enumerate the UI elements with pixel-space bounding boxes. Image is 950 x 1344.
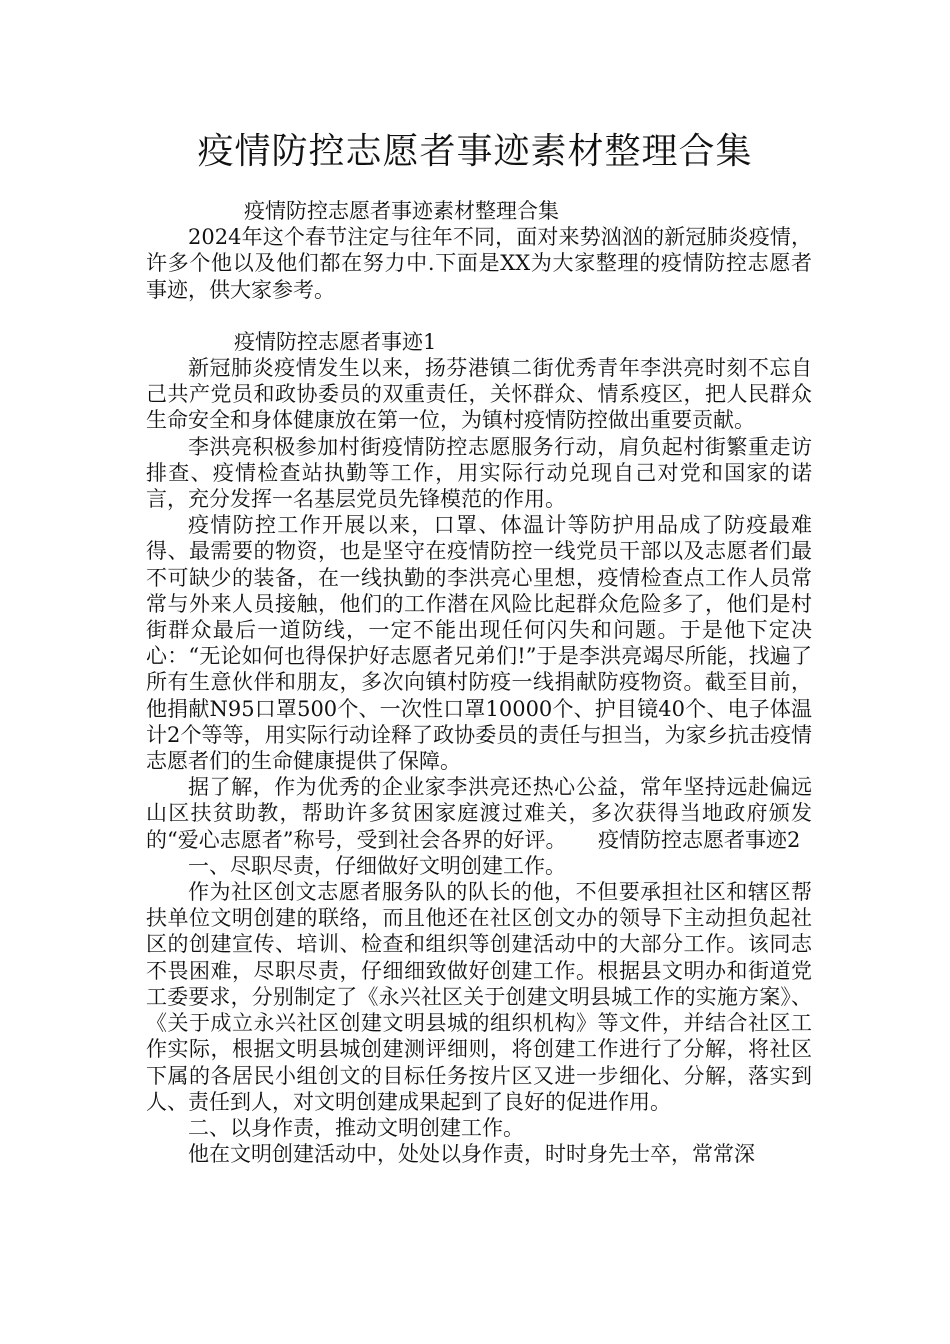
paragraph-spacer: [146, 303, 812, 329]
section1-paragraph-4: 据了解，作为优秀的企业家李洪亮还热心公益，常年坚持远赴偏远山区扶贫助教，帮助许多贫困家庭渡过难关，多次获得当地政府颁发的“爱心志愿者”称号，受到社会各界的好评。 疫情防控志愿者事迹2: [146, 775, 812, 852]
section2-heading-2: 二、以身作责，推动文明创建工作。: [188, 1115, 524, 1140]
section1-paragraph-1: 新冠肺炎疫情发生以来，扬芬港镇二街优秀青年李洪亮时刻不忘自己共产党员和政协委员的双重责任，关怀群众、情系疫区，把人民群众生命安全和身体健康放在第一位，为镇村疫情防控做出重要贡献。: [146, 356, 812, 433]
section1-paragraph-3: 疫情防控工作开展以来，口罩、体温计等防护用品成了防疫最难得、最需要的物资，也是坚守在疫情防控一线党员干部以及志愿者们最不可缺少的装备，在一线执勤的李洪亮心里想，疫情检查点工作人员常常与外来人员接触，他们的工作潜在风险比起群众危险多了，他们是村街群众最后一道防线，一定不能出现任何闪失和问题。于是他下定决心：“无论如何也得保护好志愿者兄弟们!”于是李洪亮竭尽所能，找遍了所有生意伙伴和朋友，多次向镇村防疫一线捐献防疫物资。截至目前，他捐献N95口罩500个、一次性口罩10000个、护目镜40个、电子体温计2个等等，用实际行动诠释了政协委员的责任与担当，为家乡抗击疫情志愿者们的生命健康提供了保障。: [146, 513, 812, 774]
section1-paragraph-2: 李洪亮积极参加村街疫情防控志愿服务行动，肩负起村街繁重走访排查、疫情检查站执勤等工作，用实际行动兑现自己对党和国家的诺言，充分发挥一名基层党员先锋模范的作用。: [146, 434, 812, 512]
page-title: 疫情防控志愿者事迹素材整理合集: [197, 131, 753, 172]
section2-heading-1: 一、尽职尽责，仔细做好文明创建工作。: [188, 853, 566, 878]
section1-heading: 疫情防控志愿者事迹1: [234, 329, 437, 354]
intro-paragraph: 2024年这个春节注定与往年不同，面对来势汹汹的新冠肺炎疫情，许多个他以及他们都在努力中.下面是XX为大家整理的疫情防控志愿者事迹，供大家参考。: [146, 225, 812, 302]
section2-paragraph-2: 他在文明创建活动中，处处以身作责，时时身先士卒，常常深: [188, 1142, 755, 1167]
section2-paragraph-1: 作为社区创文志愿者服务队的队长的他，不但要承担社区和辖区帮扶单位文明创建的联络，而且他还在社区创文办的领导下主动担负起社区的创建宣传、培训、检查和组织等创建活动中的大部分工作。该同志不畏困难，尽职尽责，仔细细致做好创建工作。根据县文明办和街道党工委要求，分别制定了《永兴社区关于创建文明县城工作的实施方案》、《关于成立永兴社区创建文明县城的组织机构》等文件，并结合社区工作实际，根据文明县城创建测评细则，将创建工作进行了分解，将社区下属的各居民小组创文的目标任务按片区又进一步细化、分解，落实到人、责任到人，对文明创建成果起到了良好的促进作用。: [146, 880, 812, 1114]
document-body: [146, 198, 812, 1167]
subtitle: 疫情防控志愿者事迹素材整理合集: [244, 199, 559, 223]
